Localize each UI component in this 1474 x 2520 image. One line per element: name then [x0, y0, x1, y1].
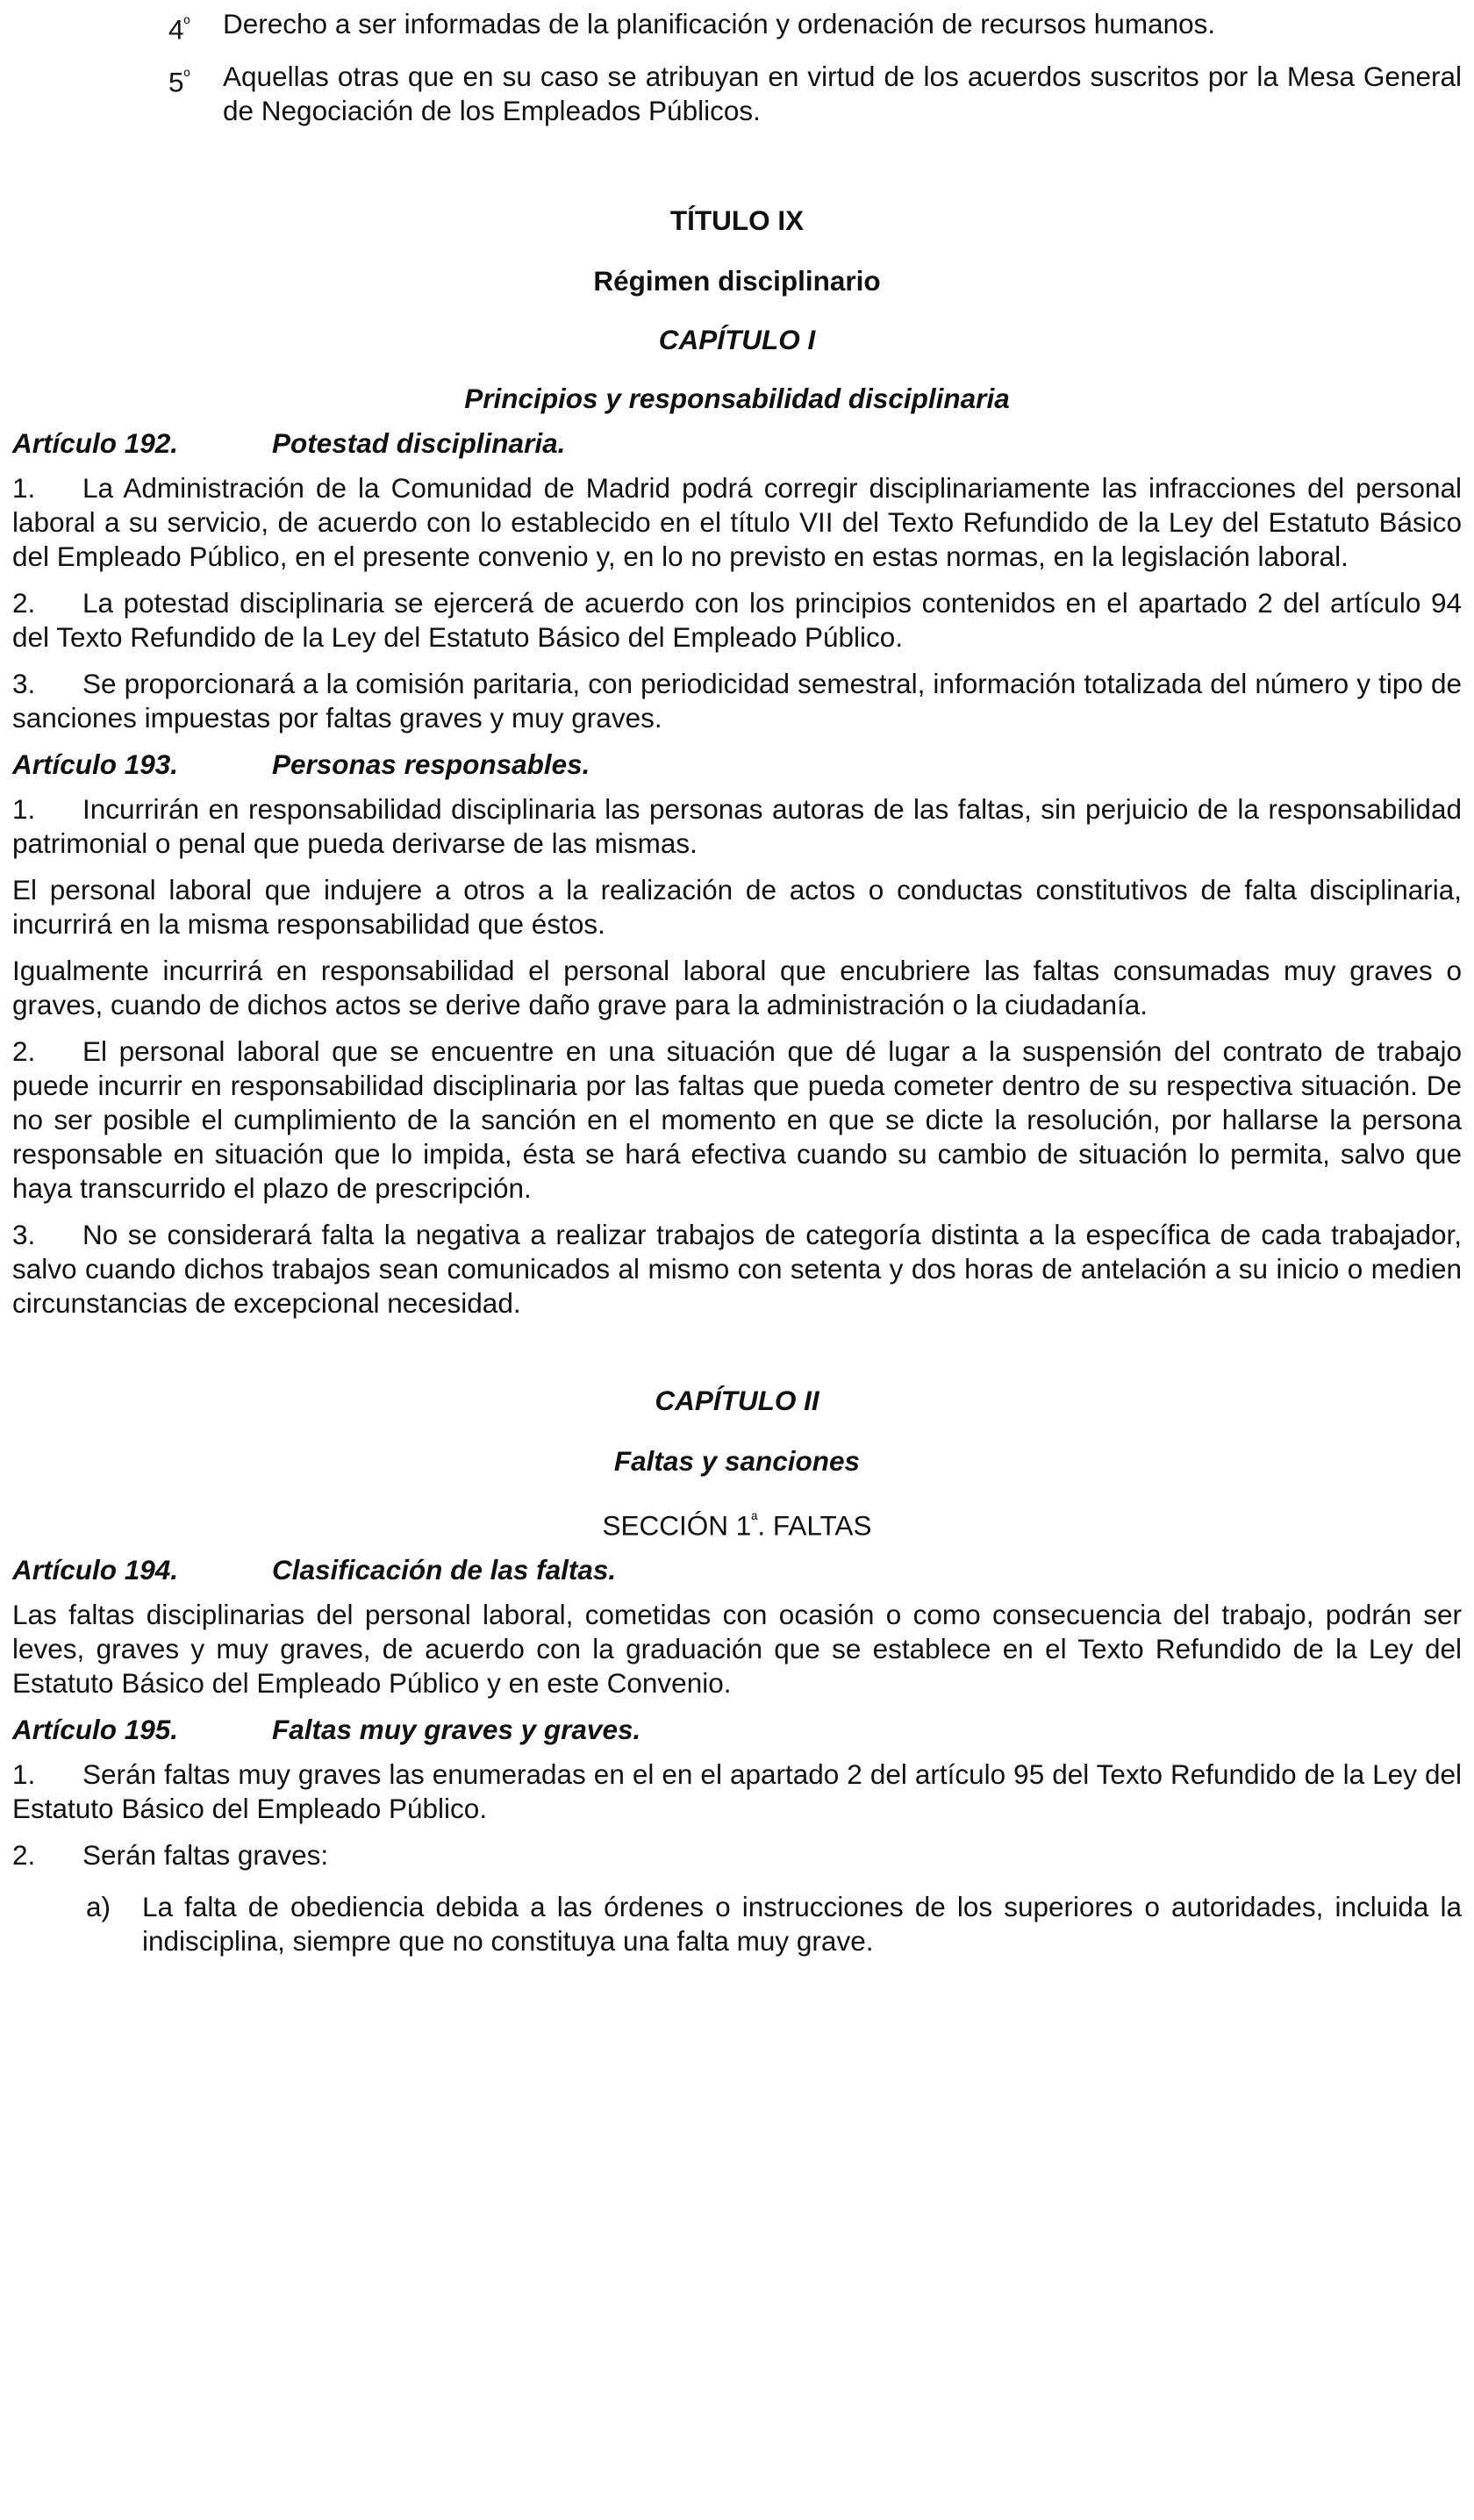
list-item-5	[12, 60, 1462, 128]
article-195-paragraph-2: 2. Serán faltas graves:	[12, 1839, 329, 1871]
article-number: Artículo 195.	[12, 1714, 179, 1745]
article-193-heading	[12, 748, 1462, 782]
article-195-heading	[12, 1713, 1462, 1747]
capitulo-1-heading: CAPÍTULO I	[658, 323, 816, 355]
article-192-paragraph-2: 2. La potestad disciplinaria se ejercerá de acuerdo con los principios contenidos en el apartado 2 del artículo 94 del Texto Refundido de la Ley del Estatuto Básico del Empleado Público.	[12, 586, 1462, 653]
article-195-item-a	[12, 1890, 1462, 1958]
capitulo-1-subtitle: Principios y responsabilidad disciplinaria	[464, 382, 1010, 414]
article-title: Clasificación de las faltas.	[272, 1554, 617, 1586]
list-marker: a)	[86, 1891, 111, 1922]
titulo-heading: TÍTULO IX	[669, 204, 805, 236]
article-193-paragraph-3: 3. No se considerará falta la negativa a realizar trabajos de categoría distinta a la específica de cada trabajador, salvo cuando dichos trabajos sean comunicados al mismo con setenta y dos horas de antelación a su inicio o medien circunstancias de excepcional necesidad.	[12, 1218, 1462, 1319]
list-marker: $5^º$	[168, 66, 190, 97]
article-number: Artículo 194.	[12, 1554, 179, 1586]
article-193-paragraph-2: 2. El personal laboral que se encuentre en una situación que dé lugar a la suspensión del contrato de trabajo puede incurrir en responsabilidad disciplinaria por las faltas que pueda cometer dentro de su respectiva situación. De no ser posible el cumplimiento de la sanción en el momento en que se dicte la resolución, por hallarse la persona responsable en situación que lo impida, ésta se hará efectiva cuando su cambio de situación lo permita, salvo que haya transcurrido el plazo de prescripción.	[12, 1034, 1462, 1204]
list-item-text: Aquellas otras que en su caso se atribuyan en virtud de los acuerdos suscritos por la Mesa General de Negociación de los Empleados Públicos.	[223, 60, 1462, 126]
article-192-paragraph-1: 1. La Administración de la Comunidad de Madrid podrá corregir disciplinariamente las infracciones del personal laboral a su servicio, de acuerdo con lo establecido en el título VII del Texto Refundido de la Ley del Estatuto Básico del Empleado Público, en el presente convenio y, en lo no previsto en estas normas, en la legislación laboral.	[12, 471, 1462, 572]
article-number: Artículo 192.	[12, 426, 179, 459]
document-body	[12, 7, 1462, 1971]
article-194-heading	[12, 1553, 1462, 1587]
article-193-paragraph-1: 1. Incurrirán en responsabilidad disciplinaria las personas autoras de las faltas, sin perjuicio de la responsabilidad patrimonial o penal que pueda derivarse de las mismas.	[12, 792, 1462, 859]
section-heading: SECCIÓN $1^ª$. FALTAS	[602, 1509, 872, 1541]
article-192-paragraph-3: 3. Se proporcionará a la comisión paritaria, con periodicidad semestral, información totalizada del número y tipo de sanciones impuestas por faltas graves y muy graves.	[12, 667, 1462, 734]
article-193-paragraph-1b: El personal laboral que indujere a otros a la realización de actos o conductas constitutivos de falta disciplinaria, incurrirá en la misma responsabilidad que éstos.	[12, 873, 1462, 940]
list-marker: $4^º$	[168, 13, 190, 46]
article-192-heading	[12, 426, 1462, 461]
capitulo-2-subtitle: Faltas y sanciones	[613, 1444, 861, 1477]
capitulo-2-heading: CAPÍTULO II	[655, 1384, 819, 1416]
article-number: Artículo 193.	[12, 748, 179, 780]
titulo-subtitle: Régimen disciplinario	[593, 264, 881, 297]
article-194-paragraph: Las faltas disciplinarias del personal laboral, cometidas con ocasión o como consecuencia del trabajo, podrán ser leves, graves y muy graves, de acuerdo con la graduación que se establece en el Texto Refundido de la Ley del Estatuto Básico del Empleado Público y en este Convenio.	[12, 1599, 1462, 1699]
list-item-text: Derecho a ser informadas de la planificación y ordenación de recursos humanos.	[223, 8, 1216, 39]
article-title: Faltas muy graves y graves.	[272, 1714, 641, 1745]
list-item-text: La falta de obediencia debida a las órdenes o instrucciones de los superiores o autoridades, incluida la indisciplina, siempre que no constituya una falta muy grave.	[142, 1891, 1462, 1957]
list-item-4	[12, 7, 1462, 47]
article-title: Potestad disciplinaria.	[272, 426, 566, 459]
article-193-paragraph-1c: Igualmente incurrirá en responsabilidad el personal laboral que encubriere las faltas consumadas muy graves o graves, cuando de dichos actos se derive daño grave para la administración o la ciudadanía.	[12, 954, 1462, 1020]
article-title: Personas responsables.	[272, 748, 590, 780]
article-195-paragraph-1: 1. Serán faltas muy graves las enumeradas en el en el apartado 2 del artículo 95 del Texto Refundido de la Ley del Estatuto Básico del Empleado Público.	[12, 1758, 1462, 1824]
